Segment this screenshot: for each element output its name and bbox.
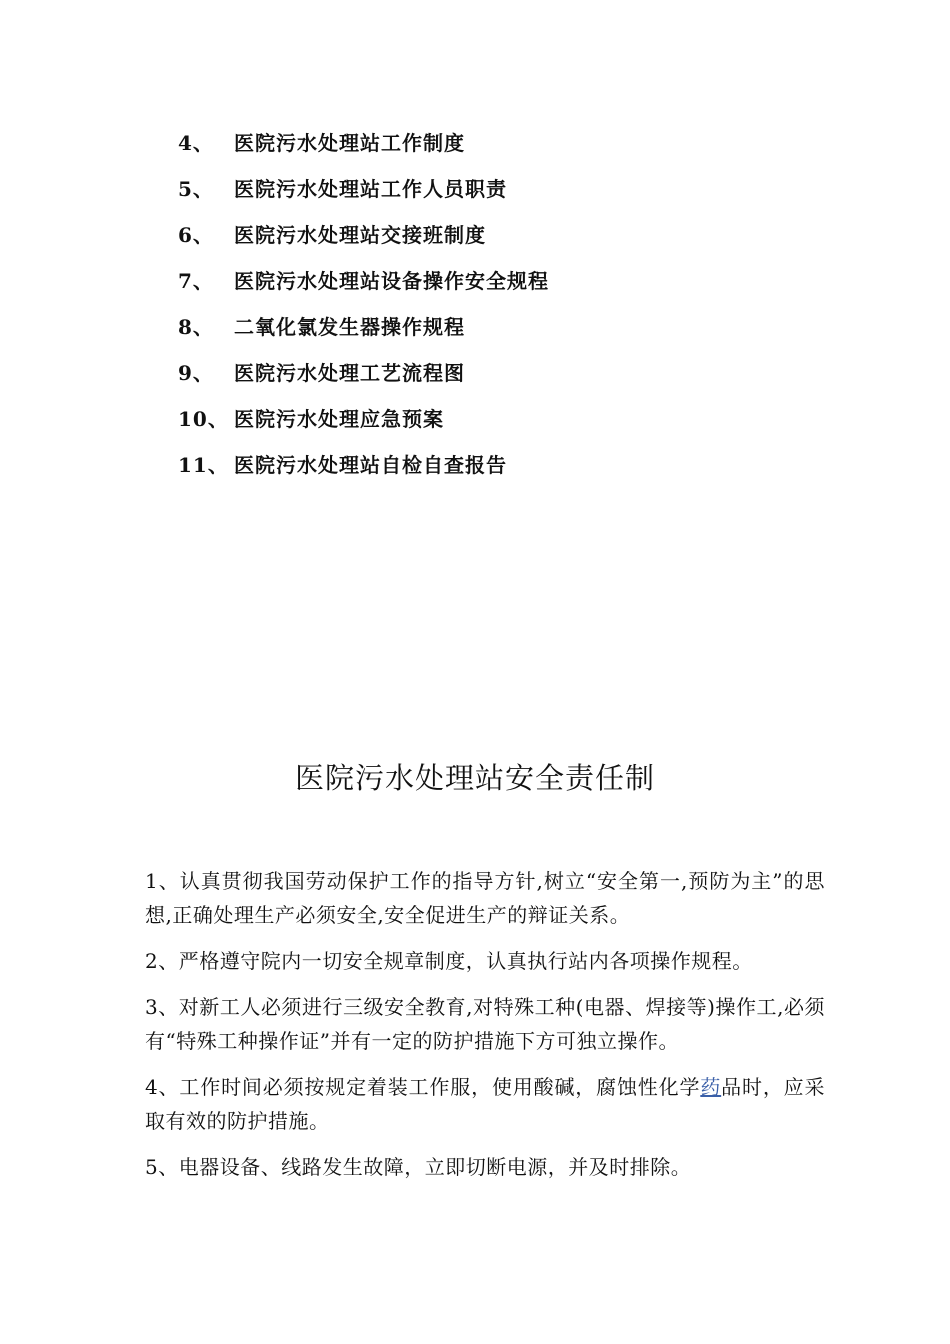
paragraph [145,1070,825,1138]
toc-item-number: 6、 [178,222,214,247]
toc-item [178,440,778,486]
toc-item-text: 医院污水处理站工作人员职责 [234,176,507,201]
toc-item [178,210,778,256]
toc-item-number: 7、 [178,268,214,293]
paragraph: 5、电器设备、线路发生故障，立即切断电源，并及时排除。 [145,1155,692,1179]
section-body [145,864,825,1196]
paragraph-text: 4、工作时间必须按规定着装工作服，使用酸碱，腐蚀性化学 [145,1075,701,1099]
toc-item-number: 4、 [178,130,214,155]
toc-item-number: 11、 [178,452,229,477]
toc-item [178,348,778,394]
toc-item [178,302,778,348]
toc-item [178,118,778,164]
toc-item-text: 医院污水处理站交接班制度 [234,222,486,247]
toc-item-text: 医院污水处理工艺流程图 [234,360,465,385]
toc-item [178,256,778,302]
toc-item-text: 医院污水处理应急预案 [234,406,444,431]
toc-item-number: 8、 [178,314,214,339]
toc-item-text: 二氧化氯发生器操作规程 [234,314,465,339]
toc-item-number: 10、 [178,406,229,431]
toc-item-text: 医院污水处理站设备操作安全规程 [234,268,549,293]
toc-item-text: 医院污水处理站工作制度 [234,130,465,155]
toc-item-number: 5、 [178,176,214,201]
toc-item-text: 医院污水处理站自检自查报告 [234,452,507,477]
hyperlink[interactable]: 药 [700,1075,722,1099]
table-of-contents [178,118,778,486]
paragraph: 2、严格遵守院内一切安全规章制度，认真执行站内各项操作规程。 [145,949,753,973]
section-title: 医院污水处理站安全责任制 [294,761,655,795]
paragraph-text: 品时，应采取有效的防护措施。 [145,1075,826,1133]
paragraph: 3、对新工人必须进行三级安全教育,对特殊工种(电器、焊接等)操作工,必须有“特殊工种操作证”并有一定的防护措施下方可独立操作。 [145,995,825,1053]
toc-item-number: 9、 [178,360,214,385]
paragraph: 1、认真贯彻我国劳动保护工作的指导方针,树立“安全第一,预防为主”的思想,正确处理生产必须安全,安全促进生产的辩证关系。 [145,869,825,927]
toc-item [178,164,778,210]
toc-item [178,394,778,440]
